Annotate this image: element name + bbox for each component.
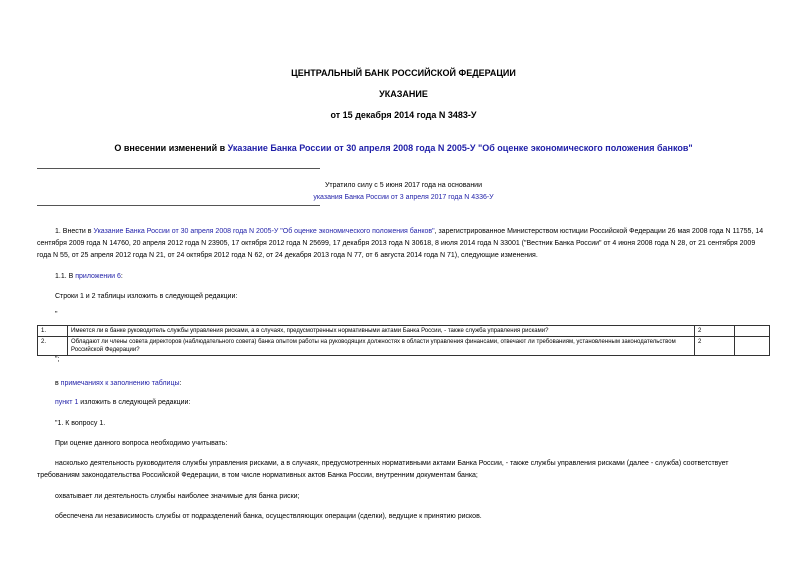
status-line: Утратило силу с 5 июня 2017 года на основании (324, 182, 483, 189)
quote-close: "; (55, 356, 60, 363)
notes-suffix: : (179, 380, 182, 387)
p11-prefix: 1.1. В (55, 273, 76, 280)
separator-bottom (37, 205, 320, 206)
row-score: 2 (695, 337, 735, 356)
quote-open: " (55, 311, 58, 318)
row-question: Имеется ли в банке руководитель службы управления рисками, а в случаях, предусмотренных нормативными актами Банка России, - также служба управления рисками? (68, 326, 695, 337)
amended-decree-link[interactable]: Указание Банка России от 30 апреля 2008 года N 2005-У "Об оценке экономического положения банков" (227, 143, 693, 153)
p1-prefix: 1. Внести в (55, 228, 94, 235)
p11-suffix: : (120, 273, 123, 280)
paragraph-rows: Строки 1 и 2 таблицы изложить в следующей редакции: (55, 293, 238, 300)
paragraph-item (55, 397, 190, 409)
row-extra (735, 326, 770, 337)
paragraph-question-1: "1. К вопросу 1. (55, 420, 106, 427)
document-title (0, 143, 807, 153)
status-note (0, 180, 807, 204)
org-name: ЦЕНТРАЛЬНЫЙ БАНК РОССИЙСКОЙ ФЕДЕРАЦИИ (291, 68, 516, 78)
p1-rest: , зарегистрированное Министерством юстиции Российской Федерации 26 мая 2008 года N 11755, 14 сентября 2009 года N 14760, 20 апреля 2012 года N 23905, 17 октября 2012 года N 25699, 17 декабря 2013 года N 30618, 8 июля 2014 года N 33001 ("Вестник Банка России" от 4 июня 2008 года N 28, от 21 сентября 2009 года N 55, от 25 апреля 2012 года N 21, от 24 октября 2012 года N 62, от 24 декабря 2013 года N 77, от 6 августа 2014 года N 71), следующие изменения. (37, 228, 764, 259)
item-rest: изложить в следующей редакции: (78, 399, 191, 406)
table-row (38, 326, 770, 337)
repeal-decree-link[interactable]: указания Банка России от 3 апреля 2017 года N 4336-У (313, 194, 494, 201)
document-date: от 15 декабря 2014 года N 3483-У (330, 110, 477, 120)
decree-2005u-link[interactable]: Указание Банка России от 30 апреля 2008 года N 2005-У "Об оценке экономического положения банков" (93, 228, 435, 235)
item-1-link[interactable]: пункт 1 (55, 399, 79, 406)
notes-link[interactable]: примечаниях к заполнению таблицы (60, 380, 180, 387)
row-number: 2. (38, 337, 68, 356)
criteria-table (37, 325, 770, 356)
row-score: 2 (695, 326, 735, 337)
table-row (38, 337, 770, 356)
paragraph-consider: При оценке данного вопроса необходимо учитывать: (55, 440, 228, 447)
paragraph-b: охватывает ли деятельность службы наиболее значимые для банка риски; (55, 493, 300, 500)
separator-top (37, 168, 320, 169)
paragraph-1 (37, 226, 769, 262)
row-extra (735, 337, 770, 356)
paragraph-a: насколько деятельность руководителя службы управления рисками, а в случаях, предусмотренных нормативными актами Банка России, - также службы управления рисками (далее - служба) соответствует требованиям законодательства Российской Федерации, в том числе нормативных актов Банка России, внутренним документам банка; (37, 460, 729, 479)
notes-prefix: в (55, 380, 61, 387)
paragraph-notes (55, 378, 181, 390)
title-prefix: О внесении изменений в (114, 143, 228, 153)
paragraph-1-1 (55, 271, 123, 283)
paragraph-c: обеспечена ли независимость службы от подразделений банка, осуществляющих операции (сделки), ведущие к принятию рисков. (55, 513, 482, 520)
document-type: УКАЗАНИЕ (379, 89, 428, 99)
row-question: Обладают ли члены совета директоров (наблюдательного совета) банка опытом работы на руководящих должностях в области управления финансами, отвечают ли требованиям, установленным законодательством Российской Федерации? (68, 337, 695, 356)
appendix-6-link[interactable]: приложении 6 (75, 273, 121, 280)
row-number: 1. (38, 326, 68, 337)
